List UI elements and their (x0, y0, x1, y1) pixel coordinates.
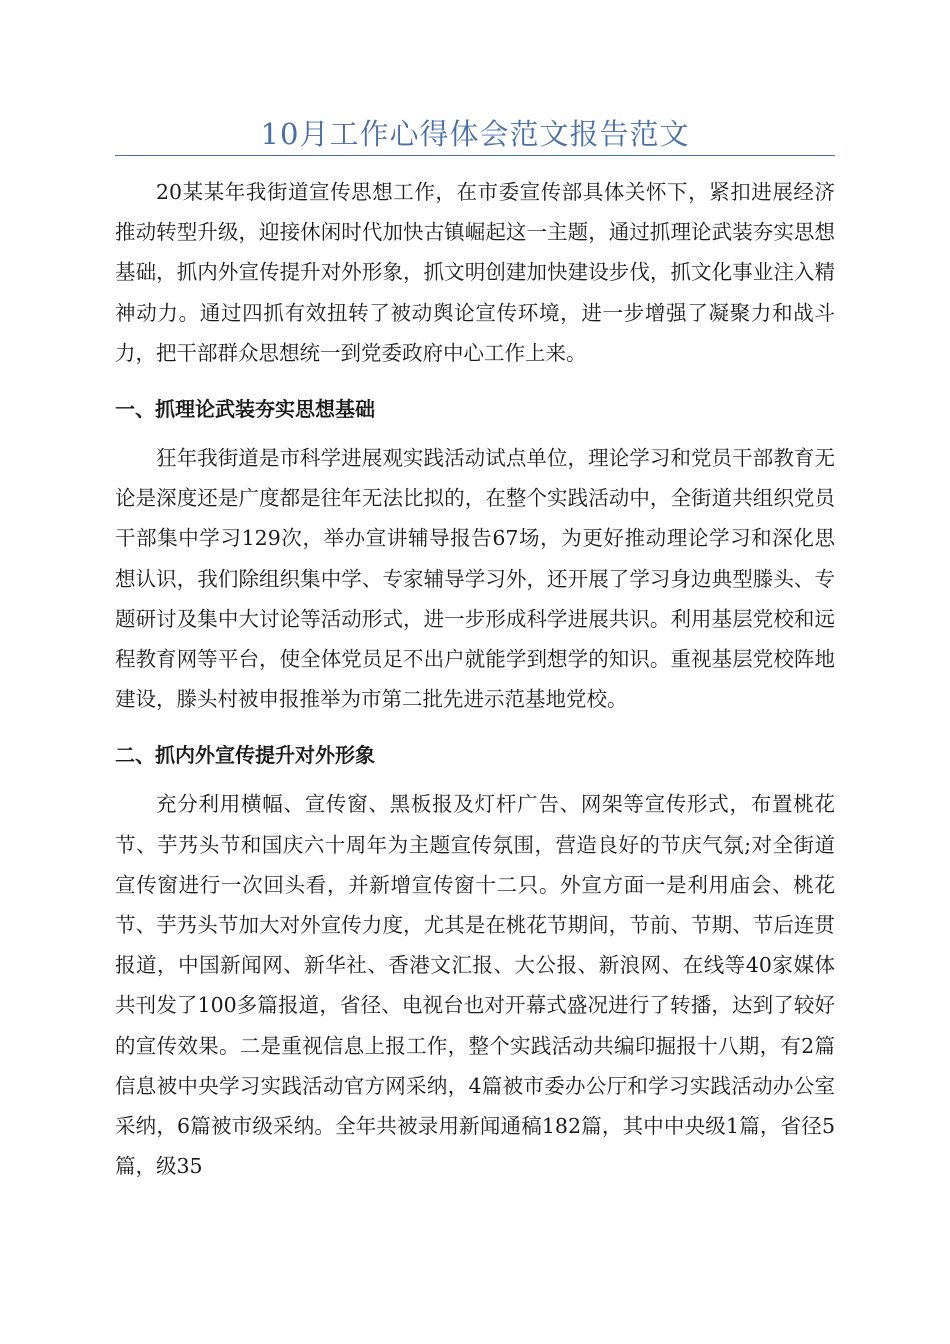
spacer (115, 373, 835, 389)
spacer (115, 719, 835, 735)
section-paragraph-2: 充分利用横幅、宣传窗、黑板报及灯杆广告、网架等宣传形式，布置桃花节、芋艿头节和国庆六十周年为主题宣传氛围，营造良好的节庆气氛;对全街道宣传窗进行一次回头看，并新增宣传窗十二只。外宣方面一是利用庙会、桃花节、芋艿头节加大对外宣传力度，尤其是在桃花节期间，节前、节期、节后连贯报道，中国新闻网、新华社、香港文汇报、大公报、新浪网、在线等40家媒体共刊发了100多篇报道，省径、电视台也对开幕式盛况进行了转播，达到了较好的宣传效果。二是重视信息上报工作，整个实践活动共编印掘报十八期，有2篇信息被中央学习实践活动官方网采纳，4篇被市委办公厅和学习实践活动办公室采纳，6篇被市级采纳。全年共被录用新闻通稿182篇，其中中央级1篇，省径5篇，级35 (115, 792, 835, 1179)
document-body (115, 172, 835, 1186)
section-heading-1: 一、抓理论武装夯实思想基础 (115, 397, 375, 422)
section-paragraph-1: 狂年我街道是市科学进展观实践活动试点单位，理论学习和党员干部教育无论是深度还是广度都是往年无法比拟的，在整个实践活动中，全街道共组织党员干部集中学习129次，举办宣讲辅导报告67场，为更好推动理论学习和深化思想认识，我们除组织集中学、专家辅导学习外，还开展了学习身边典型滕头、专题研讨及集中大讨论等活动形式，进一步形成科学进展共识。利用基层党校和远程教育网等平台，使全体党员足不出户就能学到想学的知识。重视基层党校阵地建设，滕头村被申报推举为市第二批先进示范基地党校。 (115, 446, 835, 712)
spacer (115, 775, 835, 784)
spacer (115, 429, 835, 438)
section-heading-2: 二、抓内外宣传提升对外形象 (115, 743, 375, 768)
title-underline (115, 155, 835, 156)
document-title: 10月工作心得体会范文报告范文 (260, 117, 690, 151)
intro-paragraph: 20某某年我街道宣传思想工作，在市委宣传部具体关怀下，紧扣进展经济推动转型升级，迎接休闲时代加快古镇崛起这一主题，通过抓理论武装夯实思想基础，抓内外宣传提升对外形象，抓文明创建加快建设步伐，抓文化事业注入精神动力。通过四抓有效扭转了被动舆论宣传环境，进一步增强了凝聚力和战斗力，把干部群众思想统一到党委政府中心工作上来。 (115, 180, 835, 365)
